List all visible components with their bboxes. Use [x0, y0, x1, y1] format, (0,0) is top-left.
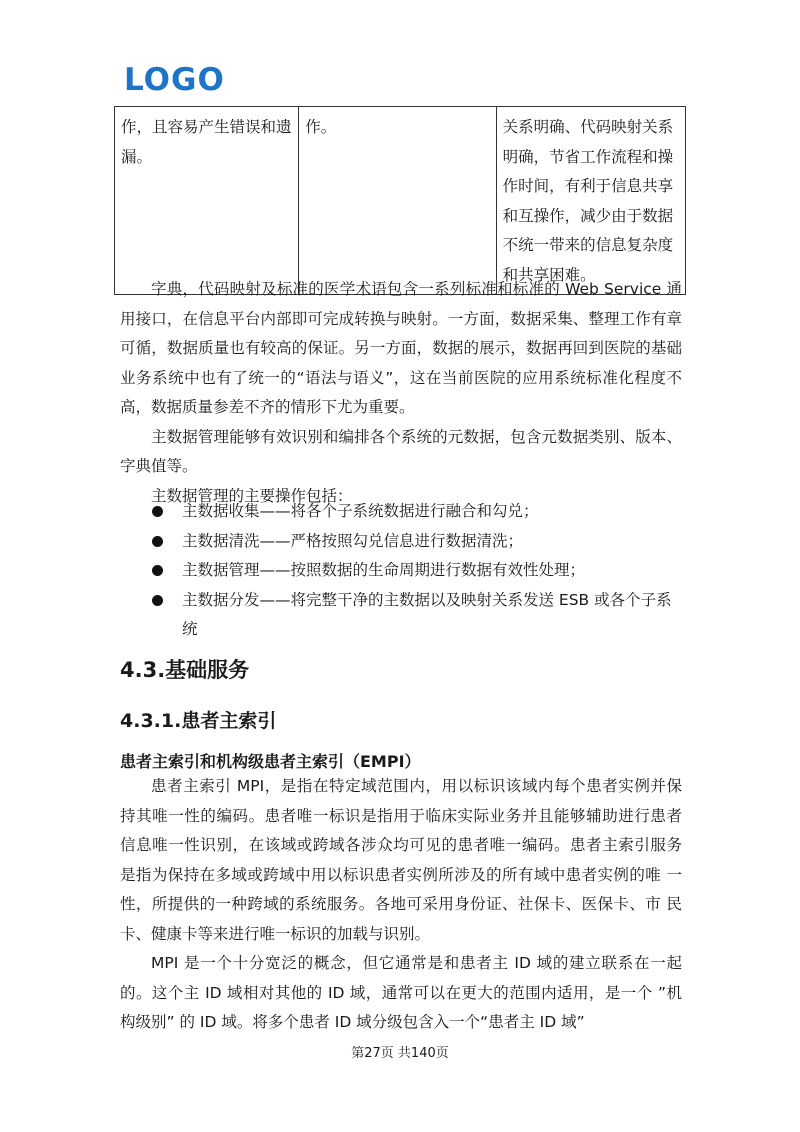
- table-row: [115, 107, 686, 295]
- paragraph: 字典，代码映射及标准的医学术语包含一系列标准和标准的 Web Service 通用接口，在信息平台内部即可完成转换与映射。一方面，数据采集、整理工作有章可循，数据质量也有较高的保证。另一方面，数据的展示，数据再回到医院的基础业务系统中也有了统一的“语法与语义”，这在当前医院的应用系统标准化程度不高，数据质量参差不齐的情形下尤为重要。: [120, 280, 682, 416]
- list-item: [120, 556, 682, 586]
- list-item: [120, 497, 682, 527]
- bullet-icon: [152, 595, 163, 606]
- list-item: [120, 586, 682, 645]
- list-item-text: 主数据收集——将各个子系统数据进行融合和勾兑；: [182, 502, 539, 520]
- list-item-text: 主数据分发——将完整干净的主数据以及映射关系发送 ESB 或各个子系统: [182, 590, 672, 638]
- continued-table: [114, 106, 686, 295]
- subsection-heading: 4.3.1.患者主索引: [120, 710, 277, 732]
- table-cell: 作。: [299, 107, 496, 295]
- list-item: [120, 527, 682, 557]
- operations-list: [120, 497, 682, 645]
- list-item-text: 主数据清洗——严格按照勾兑信息进行数据清洗；: [182, 531, 524, 550]
- body-text: [120, 275, 682, 511]
- bullet-icon: [152, 506, 163, 517]
- table-cell: 作，且容易产生错误和遗漏。: [115, 107, 299, 295]
- bullet-icon: [152, 536, 163, 547]
- logo: LOGO: [124, 62, 225, 98]
- section-heading: 4.3.基础服务: [120, 658, 250, 682]
- paragraph: 患者主索引 MPI，是指在特定域范围内，用以标识该域内每个患者实例并保 持其唯一性的编码。患者唯一标识是指用于临床实际业务并且能够辅助进行患者 信息唯一性识别，在该域或跨域各涉众均可见的患者唯一编码。患者主索引服务 是指为保持在多域或跨域中用以标识患者实例所涉及的所有域中患者实例的唯 一性，所提供的一种跨域的系统服务。各地可采用身份证、社保卡、医保卡、市 民卡、健康卡等来进行唯一标识的加载与识别。: [120, 777, 682, 943]
- paragraph: 主数据管理的主要操作包括：: [151, 486, 353, 505]
- sub-subsection-heading: 患者主索引和机构级患者主索引（EMPI）: [120, 752, 421, 771]
- paragraph: 主数据管理能够有效识别和编排各个系统的元数据，包含元数据类别、版本、字典值等。: [120, 427, 682, 475]
- page-number: 第27页 共140页: [351, 1046, 449, 1061]
- bullet-icon: [152, 565, 163, 576]
- table-cell: 关系明确、代码映射关系明确，节省工作流程和操作时间，有利于信息共享和互操作，减少由于数据不统一带来的信息复杂度和共享困难。: [496, 107, 685, 295]
- list-item-text: 主数据管理——按照数据的生命周期进行数据有效性处理；: [182, 561, 586, 579]
- paragraph: MPI 是一个十分宽泛的概念，但它通常是和患者主 ID 域的建立联系在一起 的。这个主 ID 域相对其他的 ID 域，通常可以在更大的范围内适用，是一个 ”机 构级别” 的 ID 域。将多个患者 ID 域分级包含入一个“患者主 ID 域”: [120, 954, 682, 1031]
- empi-text: [120, 772, 682, 1038]
